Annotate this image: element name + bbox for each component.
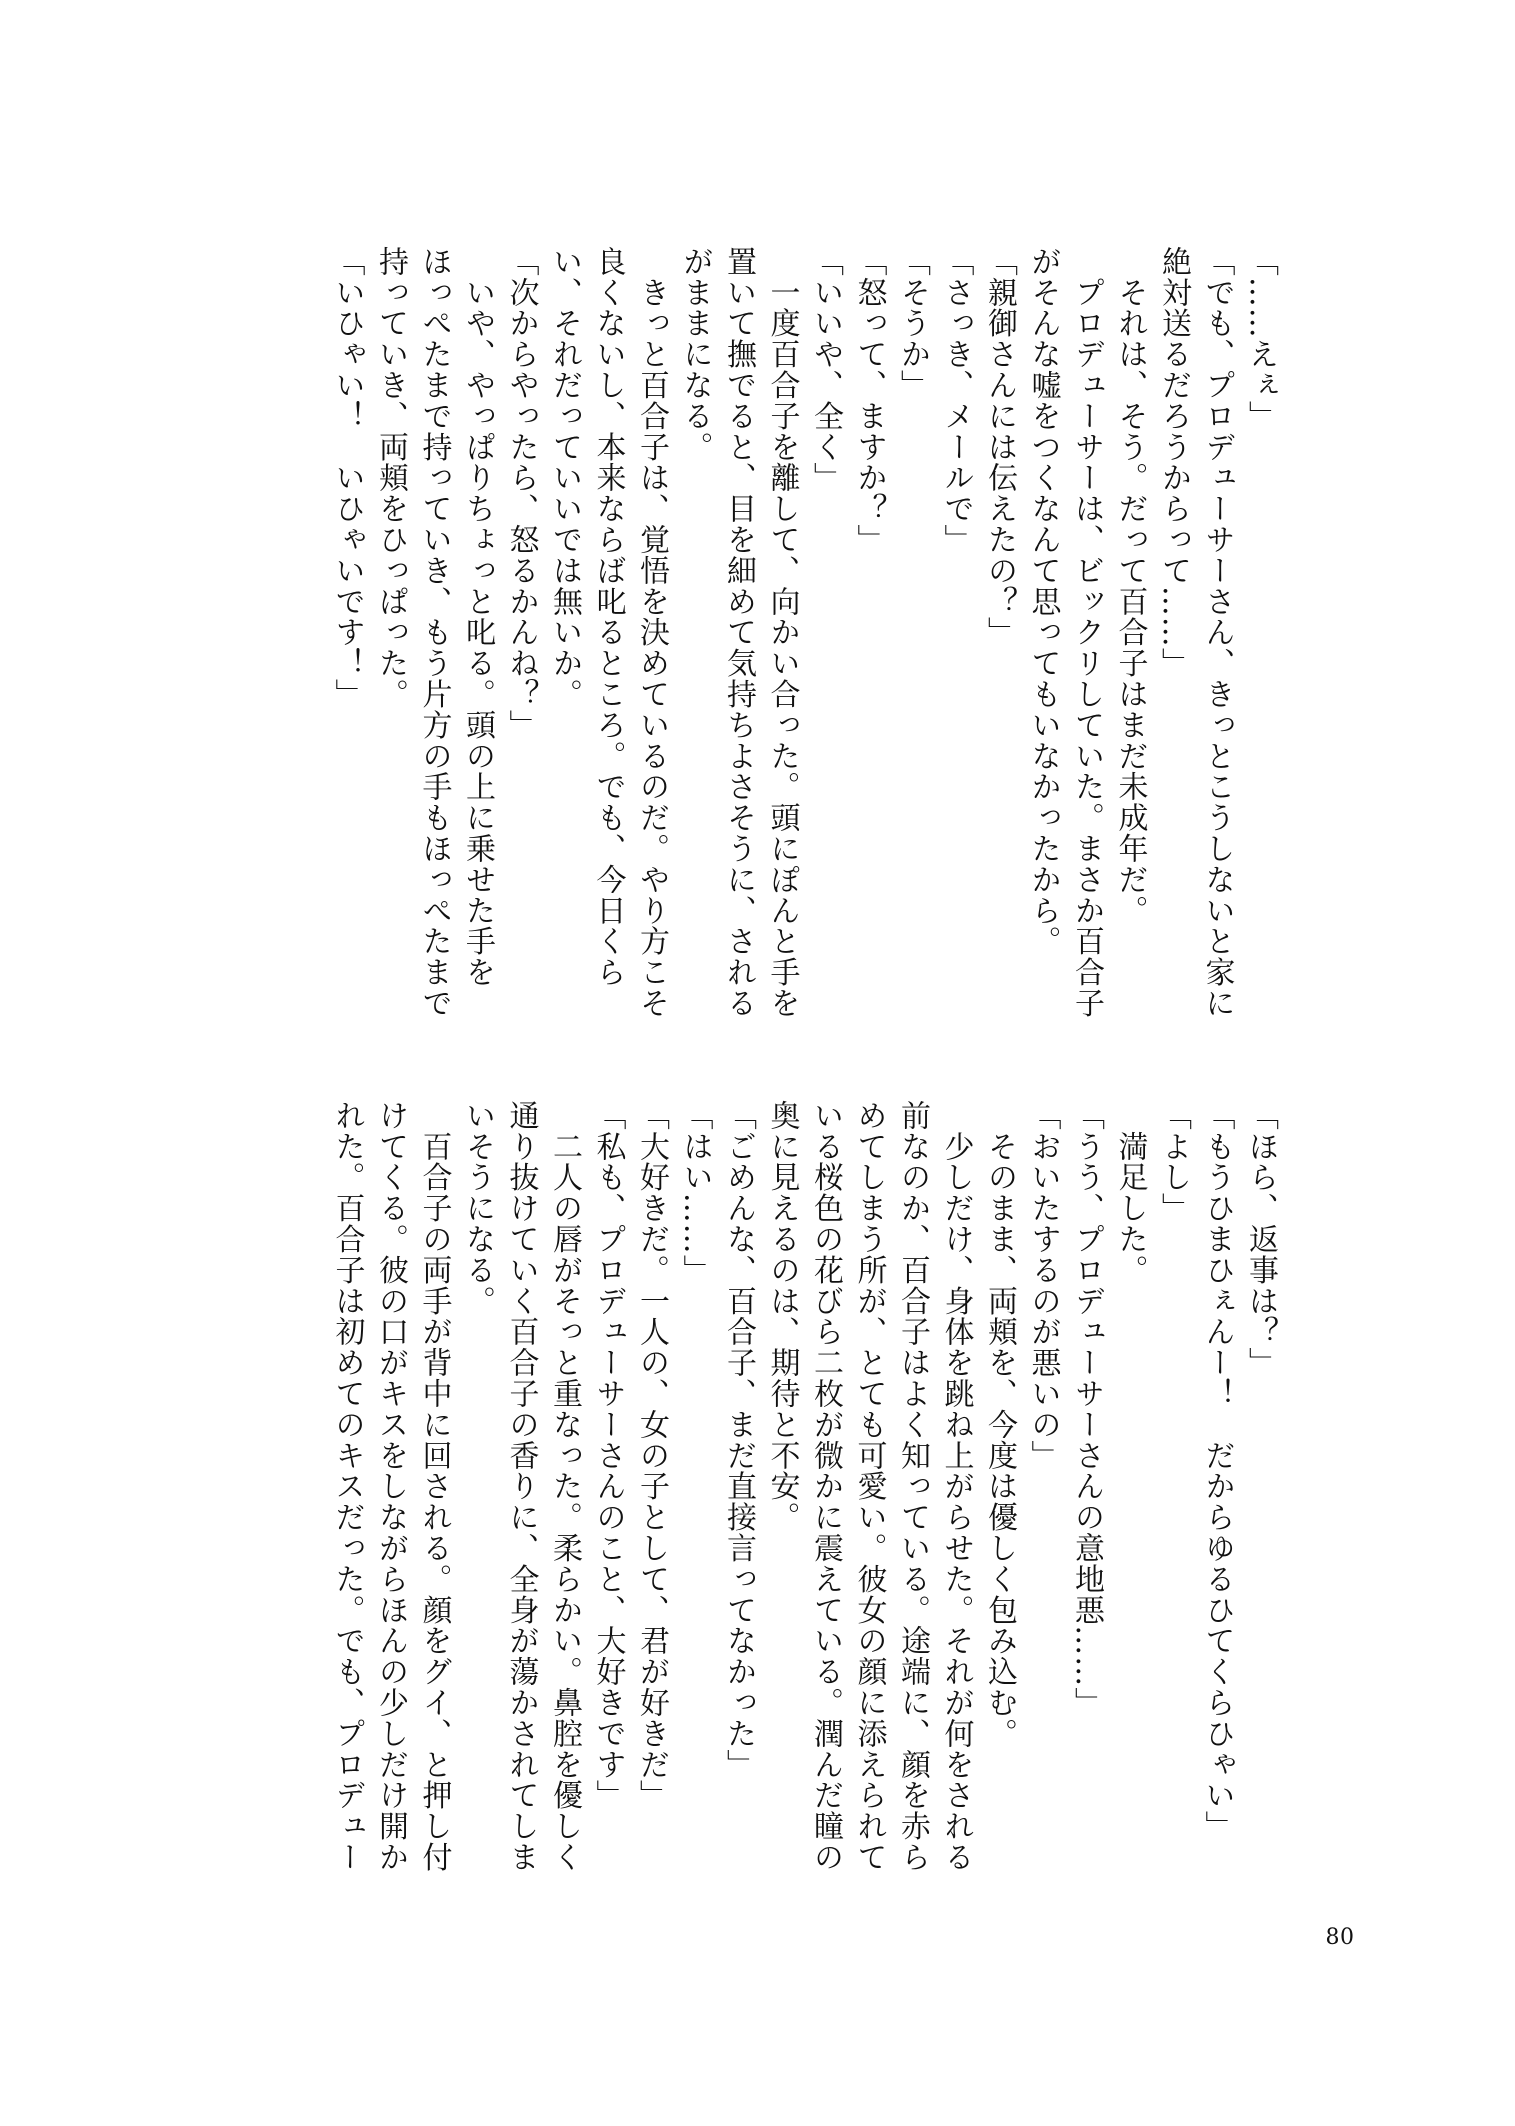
text-line: 少しだけ、身体を跳ね上がらせた。それが何をされる: [938, 1100, 974, 1873]
text-line: 「よし」: [1156, 1100, 1191, 1224]
text-line: 「ほら、返事は？」: [1243, 1100, 1278, 1379]
page-number: 80: [1325, 1925, 1355, 1950]
text-line: いる桜色の花びら二枚が微かに震えている。潤んだ瞳の: [808, 1100, 843, 1873]
text-line: 「でも、プロデューサーさん、きっとこうしないと家に: [1199, 246, 1235, 1019]
text-line: い、それだっていいでは無いか。: [547, 246, 582, 710]
text-line: 「大好きだ。一人の、女の子として、君が好きだ」: [634, 1100, 669, 1811]
text-line: 二人の唇がそっと重なった。柔らかい。鼻腔を優しく: [547, 1100, 582, 1873]
text-line: 「そうか」: [895, 246, 930, 401]
text-line: 満足した。: [1112, 1100, 1148, 1286]
text-line: 「ごめんな、百合子、まだ直接言ってなかった」: [721, 1100, 756, 1780]
text-line: 良くないし、本来ならば叱るところ。でも、今日くら: [590, 246, 626, 988]
text-line: 「もうひまひぇんー！ だからゆるひてくらひゃい」: [1199, 1100, 1235, 1842]
text-line: 「さっき、メールで」: [938, 246, 974, 555]
text-line: 「はい……」: [677, 1100, 713, 1286]
upper-text-block: [325, 246, 1282, 1026]
text-line: がそんな嘘をつくなんて思ってもいなかったから。: [1025, 246, 1061, 957]
text-line: 通り抜けていく百合子の香りに、全身が蕩かされてしま: [503, 1100, 539, 1873]
text-line: れた。百合子は初めてのキスだった。でも、プロデュー: [329, 1100, 365, 1873]
text-line: それは、そう。だって百合子はまだ未成年だ。: [1112, 246, 1148, 926]
text-line: 奥に見えるのは、期待と不安。: [764, 1100, 800, 1533]
text-line: 絶対送るだろうからって……」: [1156, 246, 1191, 679]
text-line: 前なのか、百合子はよく知っている。途端に、顔を赤ら: [895, 1100, 930, 1873]
text-line: 「いひゃい！ いひゃいです！」: [329, 246, 365, 710]
text-line: 持っていき、両頬をひっぱった。: [373, 246, 408, 710]
text-line: 「私も、プロデューサーさんのこと、大好きです」: [590, 1100, 626, 1811]
text-line: プロデューサーは、ビックリしていた。まさか百合子: [1069, 246, 1104, 1019]
text-line: 「次からやったら、怒るかんね？」: [503, 246, 539, 741]
text-line: 「……えぇ」: [1243, 246, 1278, 432]
text-line: 置いて撫でると、目を細めて気持ちよさそうに、される: [721, 246, 756, 1019]
text-line: 「うう、プロデューサーさんの意地悪……」: [1069, 1100, 1104, 1718]
text-line: いや、やっぱりちょっと叱る。頭の上に乗せた手を: [460, 246, 495, 988]
text-line: がままになる。: [677, 246, 713, 463]
text-line: けてくる。彼の口がキスをしながらほんの少しだけ開か: [373, 1100, 408, 1873]
text-line: きっと百合子は、覚悟を決めているのだ。やり方こそ: [634, 246, 669, 1019]
text-line: 「いいや、全く」: [808, 246, 843, 494]
text-line: 一度百合子を離して、向かい合った。頭にぽんと手を: [764, 246, 800, 1019]
text-line: いそうになる。: [460, 1100, 495, 1317]
text-line: 「おいたするのが悪いの」: [1025, 1100, 1061, 1471]
lower-text-block: [325, 1100, 1282, 1880]
text-line: そのまま、両頬を、今度は優しく包み込む。: [982, 1100, 1017, 1749]
text-line: ほっぺたまで持っていき、もう片方の手もほっぺたまで: [416, 246, 452, 1019]
text-line: めてしまう所が、とても可愛い。彼女の顔に添えられて: [851, 1100, 887, 1873]
text-line: 「親御さんには伝えたの？」: [982, 246, 1017, 648]
text-line: 百合子の両手が背中に回される。顔をグイ、と押し付: [416, 1100, 452, 1873]
text-line: 「怒って、ますか？」: [851, 246, 887, 555]
